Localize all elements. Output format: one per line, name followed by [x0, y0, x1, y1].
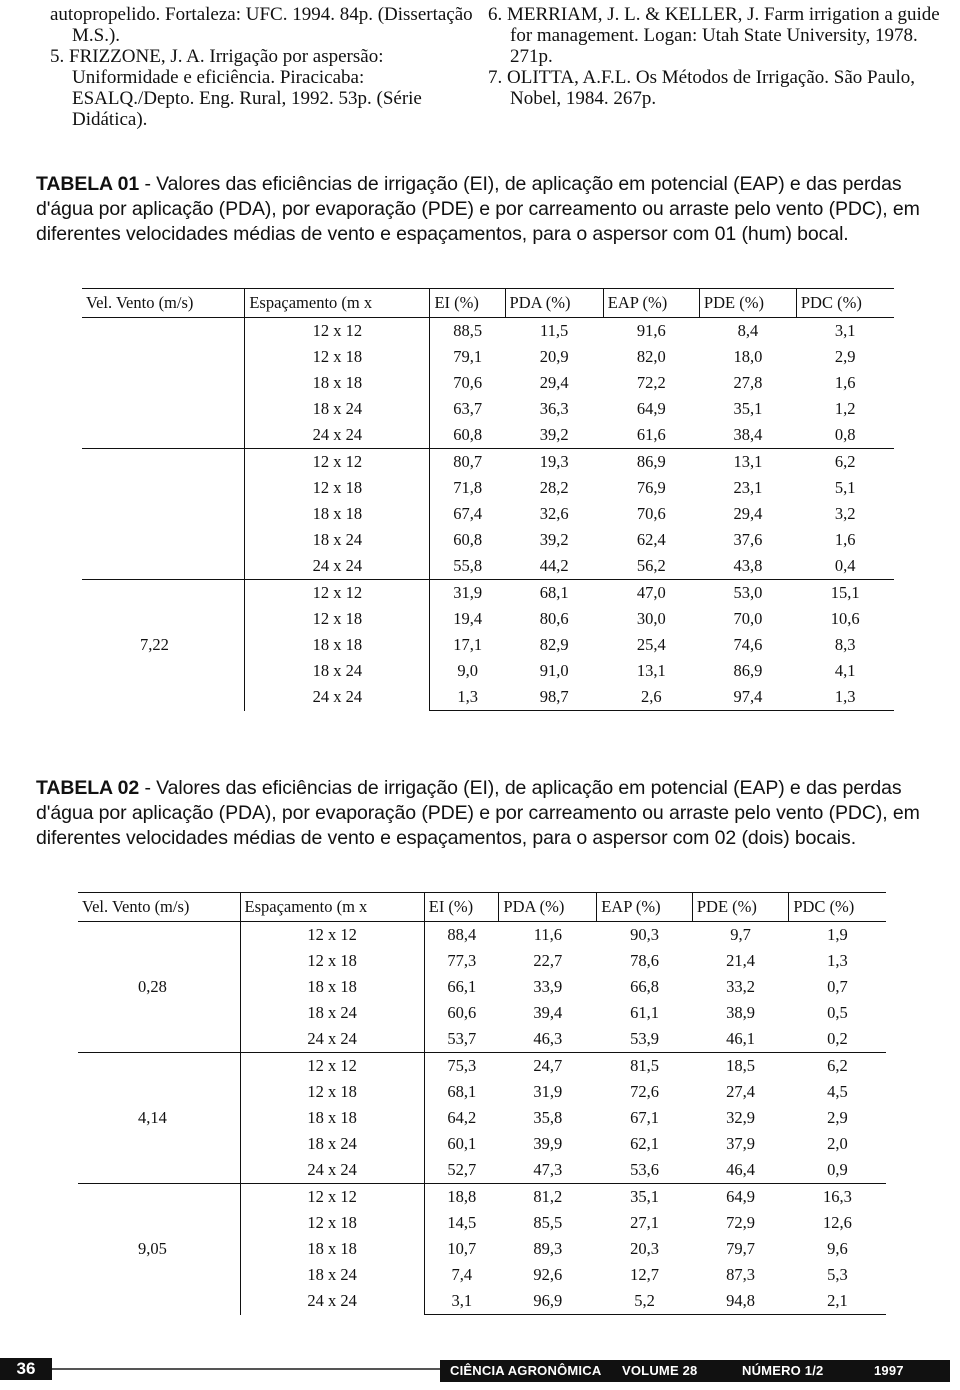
table-row: [82, 422, 894, 449]
table-cell-pdc: 0,9: [789, 1157, 886, 1184]
table-cell-esp: 12 x 18: [245, 344, 430, 370]
table-row: [82, 344, 894, 370]
table-cell-pda: 81,2: [533, 1187, 563, 1206]
column-header: EAP (%): [597, 893, 693, 922]
table-cell-eap: 12,7: [630, 1265, 659, 1284]
table-cell-eap: 20,3: [630, 1239, 659, 1258]
table-cell-eap: 78,6: [630, 951, 659, 970]
table-cell-pde: 74,6: [733, 635, 763, 654]
table-cell-esp: 24 x 24: [245, 422, 430, 449]
table-cell-pda: 19,3: [539, 452, 569, 471]
table-cell-esp: 18 x 24: [245, 658, 430, 684]
table-cell-pdc: 1,9: [827, 925, 848, 944]
table-cell-pda: 20,9: [539, 347, 569, 366]
table-cell-pda: 68,1: [539, 583, 569, 602]
table-row: [78, 1184, 886, 1211]
table-cell-ei: 79,1: [430, 344, 505, 370]
table-cell-esp: 12 x 12: [245, 449, 430, 476]
table-cell-pda: 82,9: [539, 635, 569, 654]
wind-speed-cell: [78, 948, 240, 974]
page-footer: [0, 1352, 960, 1390]
table-cell-ei: 1,3: [430, 684, 505, 711]
table-row: [82, 449, 894, 476]
table-cell-pda: 89,3: [533, 1239, 563, 1258]
table-cell-ei: 19,4: [430, 606, 505, 632]
table-cell-pda: 96,9: [499, 1288, 597, 1315]
table-cell-pdc: 0,4: [796, 553, 894, 580]
table-cell-pdc: 0,2: [789, 1026, 886, 1053]
wind-speed-cell: [78, 1000, 240, 1026]
table-row: [78, 922, 886, 949]
wind-speed-cell: [78, 922, 240, 949]
column-header: Espaçamento (m x: [245, 289, 430, 318]
table-cell-ei: 17,1: [430, 632, 505, 658]
table-cell-pda: 92,6: [533, 1265, 563, 1284]
table-cell-esp: 24 x 24: [240, 1157, 424, 1184]
reference-item: 5. FRIZZONE, J. A. Irrigação por aspersão: Uniformidade e eficiência. Piracicaba: ESALQ./Depto. Eng. Rural, 1992. 53p. (Série Didática).: [50, 46, 422, 130]
table-cell-esp: 18 x 18: [240, 1105, 424, 1131]
table-cell-esp: 12 x 18: [240, 948, 424, 974]
wind-speed-cell: [82, 396, 245, 422]
table-cell-ei: 53,7: [424, 1026, 499, 1053]
table-cell-pdc: 1,2: [834, 399, 856, 418]
table-cell-eap: 56,2: [603, 553, 699, 580]
table-cell-pdc: 1,3: [796, 684, 894, 711]
table-cell-eap: 2,6: [603, 684, 699, 711]
table-cell-pde: 87,3: [726, 1265, 756, 1284]
table-row: [78, 1262, 886, 1288]
column-header: Espaçamento (m x: [240, 893, 424, 922]
table-cell-pdc: 2,9: [834, 347, 856, 366]
header-row: [78, 893, 886, 922]
table1-caption: [36, 172, 936, 247]
table-cell-pda: 39,4: [533, 1003, 563, 1022]
wind-speed-cell: [82, 684, 245, 711]
year-label: 1997: [864, 1360, 950, 1382]
table-row: [82, 318, 894, 345]
references-section: [0, 0, 960, 150]
table-cell-eap: 47,0: [636, 583, 666, 602]
table-cell-esp: 18 x 18: [245, 370, 430, 396]
table-cell-pde: 46,4: [692, 1157, 788, 1184]
table-row: [82, 580, 894, 607]
table-cell-esp: 18 x 18: [240, 1236, 424, 1262]
table-cell-pda: 28,2: [539, 478, 569, 497]
table-cell-esp: 18 x 24: [240, 1131, 424, 1157]
wind-speed-cell: [78, 1053, 240, 1080]
table-cell-esp: 12 x 18: [245, 606, 430, 632]
table-row: [82, 684, 894, 711]
table-cell-eap: 82,0: [636, 347, 666, 366]
table-cell-pdc: 2,1: [789, 1288, 886, 1315]
column-header: PDE (%): [699, 289, 796, 318]
table-cell-pdc: 5,1: [834, 478, 856, 497]
table-cell-pde: 38,9: [726, 1003, 756, 1022]
table-cell-pde: 27,4: [726, 1082, 756, 1101]
issue-label: NÚMERO 1/2: [732, 1360, 872, 1382]
table-row: [78, 1000, 886, 1026]
table-cell-esp: 24 x 24: [240, 1288, 424, 1315]
table-cell-esp: 12 x 12: [240, 1184, 424, 1211]
wind-speed-cell: [78, 1288, 240, 1315]
table-cell-pdc: 4,5: [827, 1082, 848, 1101]
reference-item: autopropelido. Fortaleza: UFC. 1994. 84p. (Dissertação M.S.).: [50, 4, 473, 46]
table-cell-esp: 18 x 24: [245, 527, 430, 553]
table-cell-pde: 13,1: [733, 452, 763, 471]
wind-speed-cell: [78, 1079, 240, 1105]
table-cell-ei: 18,8: [424, 1184, 499, 1211]
table-cell-pda: 24,7: [533, 1056, 563, 1075]
table-cell-pda: 39,9: [533, 1134, 563, 1153]
reference-item: 7. OLITTA, A.F.L. Os Métodos de Irrigação. São Paulo, Nobel, 1984. 267p.: [488, 67, 916, 109]
wind-speed-cell: 9,05: [138, 1239, 167, 1258]
table-cell-eap: 35,1: [630, 1187, 659, 1206]
table-row: [78, 1079, 886, 1105]
table-cell-ei: 60,8: [430, 527, 505, 553]
table1-caption-label: TABELA 01: [36, 173, 140, 195]
table-cell-esp: 12 x 18: [240, 1079, 424, 1105]
table-row: [78, 1105, 886, 1131]
table-cell-eap: 64,9: [636, 399, 666, 418]
table-cell-pda: 39,2: [539, 530, 569, 549]
wind-speed-cell: [82, 553, 245, 580]
table-cell-pda: 36,3: [539, 399, 569, 418]
table-cell-eap: 90,3: [630, 925, 659, 944]
table-cell-eap: 76,9: [636, 478, 666, 497]
table2-caption-label: TABELA 02: [36, 777, 140, 799]
table-cell-pda: 47,3: [499, 1157, 597, 1184]
wind-speed-cell: [82, 527, 245, 553]
table-cell-eap: 27,1: [630, 1213, 659, 1232]
table-row: [82, 632, 894, 658]
table-cell-eap: 81,5: [630, 1056, 659, 1075]
table-row: [78, 1131, 886, 1157]
table-cell-pdc: 3,1: [834, 321, 856, 340]
table-cell-ei: 88,4: [424, 922, 499, 949]
table-cell-pde: 18,5: [726, 1056, 756, 1075]
table1-caption-text: - Valores das eficiências de irrigação (EI), de aplicação em potencial (EAP) e das perdas d'água por aplicação (PDA), por evaporação (PDE) e por carreamento ou arraste pelo vento (PDC), em diferentes velocidades médias de vento e espaçamentos, para o aspersor com 01 (hum) bocal.: [36, 173, 920, 245]
table-cell-ei: 60,8: [430, 422, 505, 449]
table-cell-pdc: 1,6: [834, 373, 856, 392]
column-header: PDA (%): [505, 289, 603, 318]
table-row: [78, 974, 886, 1000]
table-cell-pdc: 16,3: [822, 1187, 852, 1206]
table-cell-pde: 21,4: [726, 951, 756, 970]
table-cell-esp: 18 x 24: [240, 1000, 424, 1026]
wind-speed-cell: [82, 606, 245, 632]
table-cell-eap: 72,2: [636, 373, 666, 392]
table-cell-eap: 91,6: [636, 321, 666, 340]
column-header: EI (%): [424, 893, 499, 922]
table-cell-eap: 62,4: [636, 530, 666, 549]
references-right-column: [488, 4, 960, 109]
table-cell-ei: 10,7: [424, 1236, 499, 1262]
table-cell-pde: 46,1: [692, 1026, 788, 1053]
table-cell-eap: 53,6: [597, 1157, 693, 1184]
reference-item: 6. MERRIAM, J. L. & KELLER, J. Farm irrigation a guide for management. Logan: Utah State University, 1978. 271p.: [488, 4, 940, 67]
table-cell-pde: 18,0: [733, 347, 763, 366]
table-cell-pdc: 8,3: [834, 635, 856, 654]
table-cell-ei: 14,5: [424, 1210, 499, 1236]
table-cell-pdc: 0,5: [827, 1003, 848, 1022]
table-cell-ei: 68,1: [424, 1079, 499, 1105]
wind-speed-cell: [82, 475, 245, 501]
table-cell-esp: 12 x 12: [245, 580, 430, 607]
table-cell-ei: 75,3: [424, 1053, 499, 1080]
table-cell-pda: 11,6: [533, 925, 562, 944]
table-cell-pde: 70,0: [733, 609, 763, 628]
table-cell-pdc: 3,2: [834, 504, 856, 523]
table-cell-pda: 80,6: [539, 609, 569, 628]
wind-speed-cell: [78, 1210, 240, 1236]
table-cell-ei: 55,8: [430, 553, 505, 580]
table-cell-eap: 5,2: [597, 1288, 693, 1315]
table-cell-esp: 12 x 18: [245, 475, 430, 501]
table-cell-pde: 72,9: [726, 1213, 756, 1232]
table-cell-pda: 35,8: [533, 1108, 563, 1127]
table-cell-pda: 32,6: [539, 504, 569, 523]
table-cell-eap: 62,1: [630, 1134, 659, 1153]
wind-speed-cell: [82, 658, 245, 684]
table-cell-esp: 18 x 18: [245, 632, 430, 658]
table2: [78, 892, 886, 1315]
table-cell-eap: 70,6: [636, 504, 666, 523]
table-cell-eap: 86,9: [636, 452, 666, 471]
table-cell-pde: 35,1: [733, 399, 763, 418]
table-cell-pda: 31,9: [533, 1082, 563, 1101]
table-cell-pdc: 15,1: [830, 583, 860, 602]
table-cell-ei: 9,0: [430, 658, 505, 684]
table-cell-ei: 77,3: [424, 948, 499, 974]
volume-label: VOLUME 28: [612, 1360, 742, 1382]
page-number: 36: [0, 1358, 52, 1380]
column-header: EI (%): [430, 289, 505, 318]
table-cell-pdc: 5,3: [827, 1265, 848, 1284]
table-cell-ei: 3,1: [424, 1288, 499, 1315]
table-cell-pdc: 6,2: [827, 1056, 848, 1075]
table-cell-esp: 18 x 18: [240, 974, 424, 1000]
table-cell-pda: 11,5: [540, 321, 569, 340]
table-cell-esp: 18 x 24: [245, 396, 430, 422]
table-cell-pda: 29,4: [539, 373, 569, 392]
table-cell-eap: 13,1: [636, 661, 666, 680]
table-cell-pda: 22,7: [533, 951, 563, 970]
table-cell-pda: 39,2: [505, 422, 603, 449]
wind-speed-cell: [78, 1262, 240, 1288]
table2-caption: [36, 776, 936, 851]
table-cell-eap: 61,1: [630, 1003, 659, 1022]
journal-name: CIÊNCIA AGRONÔMICA: [440, 1360, 620, 1382]
table-cell-ei: 60,1: [424, 1131, 499, 1157]
wind-speed-cell: [78, 1184, 240, 1211]
table-cell-esp: 12 x 12: [245, 318, 430, 345]
table-cell-ei: 63,7: [430, 396, 505, 422]
table-cell-ei: 66,1: [424, 974, 499, 1000]
table-row: [82, 501, 894, 527]
table-cell-eap: 53,9: [597, 1026, 693, 1053]
column-header: Vel. Vento (m/s): [82, 289, 245, 318]
column-header: Vel. Vento (m/s): [78, 893, 240, 922]
wind-speed-cell: [82, 501, 245, 527]
table-row: [82, 527, 894, 553]
wind-speed-cell: [78, 1157, 240, 1184]
table-cell-pde: 32,9: [726, 1108, 756, 1127]
table-row: [78, 1236, 886, 1262]
table-cell-eap: 72,6: [630, 1082, 659, 1101]
table-cell-pda: 91,0: [539, 661, 569, 680]
wind-speed-cell: [82, 370, 245, 396]
table-row: [82, 553, 894, 580]
table-cell-pde: 37,6: [733, 530, 763, 549]
column-header: PDA (%): [499, 893, 597, 922]
table-cell-ei: 60,6: [424, 1000, 499, 1026]
table-cell-ei: 88,5: [430, 318, 505, 345]
table-row: [78, 1157, 886, 1184]
table-cell-pde: 33,2: [726, 977, 756, 996]
wind-speed-cell: [82, 580, 245, 607]
table-row: [78, 948, 886, 974]
table-cell-eap: 67,1: [630, 1108, 659, 1127]
table-cell-pda: 44,2: [505, 553, 603, 580]
table-cell-pdc: 2,9: [827, 1108, 848, 1127]
table-cell-pde: 38,4: [699, 422, 796, 449]
table-cell-ei: 7,4: [424, 1262, 499, 1288]
wind-speed-cell: [82, 344, 245, 370]
table-cell-pda: 46,3: [499, 1026, 597, 1053]
table-cell-pdc: 4,1: [834, 661, 856, 680]
table-cell-pde: 97,4: [699, 684, 796, 711]
table-cell-pdc: 1,3: [827, 951, 848, 970]
table-row: [78, 1210, 886, 1236]
table-cell-pdc: 0,8: [796, 422, 894, 449]
table-cell-pdc: 1,6: [834, 530, 856, 549]
table-cell-esp: 12 x 18: [240, 1210, 424, 1236]
table-cell-esp: 24 x 24: [245, 553, 430, 580]
table-row: [78, 1026, 886, 1053]
wind-speed-cell: [78, 1026, 240, 1053]
table1: [82, 288, 894, 711]
wind-speed-cell: [82, 318, 245, 345]
table-cell-pda: 98,7: [505, 684, 603, 711]
table-row: [82, 475, 894, 501]
column-header: PDC (%): [796, 289, 894, 318]
wind-speed-cell: [82, 449, 245, 476]
column-header: EAP (%): [603, 289, 699, 318]
table-row: [78, 1288, 886, 1315]
table-cell-esp: 18 x 24: [240, 1262, 424, 1288]
table-row: [82, 370, 894, 396]
table-row: [78, 1053, 886, 1080]
table-cell-eap: 61,6: [603, 422, 699, 449]
table-cell-pde: 64,9: [726, 1187, 756, 1206]
table-cell-eap: 25,4: [636, 635, 666, 654]
table-cell-pde: 9,7: [730, 925, 751, 944]
table-cell-ei: 70,6: [430, 370, 505, 396]
table-cell-pde: 8,4: [737, 321, 759, 340]
table-cell-pdc: 9,6: [827, 1239, 848, 1258]
table-cell-esp: 12 x 12: [240, 1053, 424, 1080]
table-cell-esp: 12 x 12: [240, 922, 424, 949]
table-cell-pdc: 0,7: [827, 977, 848, 996]
table-cell-pde: 29,4: [733, 504, 763, 523]
header-row: [82, 289, 894, 318]
wind-speed-cell: 0,28: [138, 977, 167, 996]
table-row: [82, 606, 894, 632]
table-cell-esp: 24 x 24: [245, 684, 430, 711]
table-cell-eap: 30,0: [636, 609, 666, 628]
table-cell-ei: 80,7: [430, 449, 505, 476]
wind-speed-cell: 4,14: [138, 1108, 167, 1127]
table-cell-pde: 53,0: [733, 583, 763, 602]
table2-caption-text: - Valores das eficiências de irrigação (EI), de aplicação em potencial (EAP) e das perdas d'água por aplicação (PDA), por evaporação (PDE) e por carreamento ou arraste pelo vento (PDC), em diferentes velocidades médias de vento e espaçamentos, para o aspersor com 02 (dois) bocais.: [36, 777, 920, 849]
table-cell-pde: 27,8: [733, 373, 763, 392]
table-cell-pde: 94,8: [692, 1288, 788, 1315]
table-cell-pde: 79,7: [726, 1239, 756, 1258]
column-header: PDC (%): [789, 893, 886, 922]
table-row: [82, 396, 894, 422]
wind-speed-cell: 7,22: [140, 635, 169, 654]
table-cell-ei: 71,8: [430, 475, 505, 501]
table-cell-pde: 37,9: [726, 1134, 756, 1153]
table-cell-pda: 33,9: [533, 977, 563, 996]
table-cell-ei: 64,2: [424, 1105, 499, 1131]
wind-speed-cell: [82, 422, 245, 449]
table-cell-pdc: 6,2: [834, 452, 856, 471]
table-cell-ei: 52,7: [424, 1157, 499, 1184]
table-cell-esp: 18 x 18: [245, 501, 430, 527]
table-cell-esp: 24 x 24: [240, 1026, 424, 1053]
column-header: PDE (%): [692, 893, 788, 922]
wind-speed-cell: [78, 1131, 240, 1157]
table-cell-eap: 66,8: [630, 977, 659, 996]
table-cell-pde: 86,9: [733, 661, 763, 680]
table-cell-pda: 85,5: [533, 1213, 563, 1232]
references-left-column: [50, 4, 480, 130]
table-cell-ei: 31,9: [430, 580, 505, 607]
table-cell-pde: 23,1: [733, 478, 763, 497]
table-cell-pde: 43,8: [699, 553, 796, 580]
table-cell-pdc: 10,6: [830, 609, 860, 628]
table-cell-pdc: 12,6: [822, 1213, 852, 1232]
table-cell-pdc: 2,0: [827, 1134, 848, 1153]
table-cell-ei: 67,4: [430, 501, 505, 527]
table-row: [82, 658, 894, 684]
